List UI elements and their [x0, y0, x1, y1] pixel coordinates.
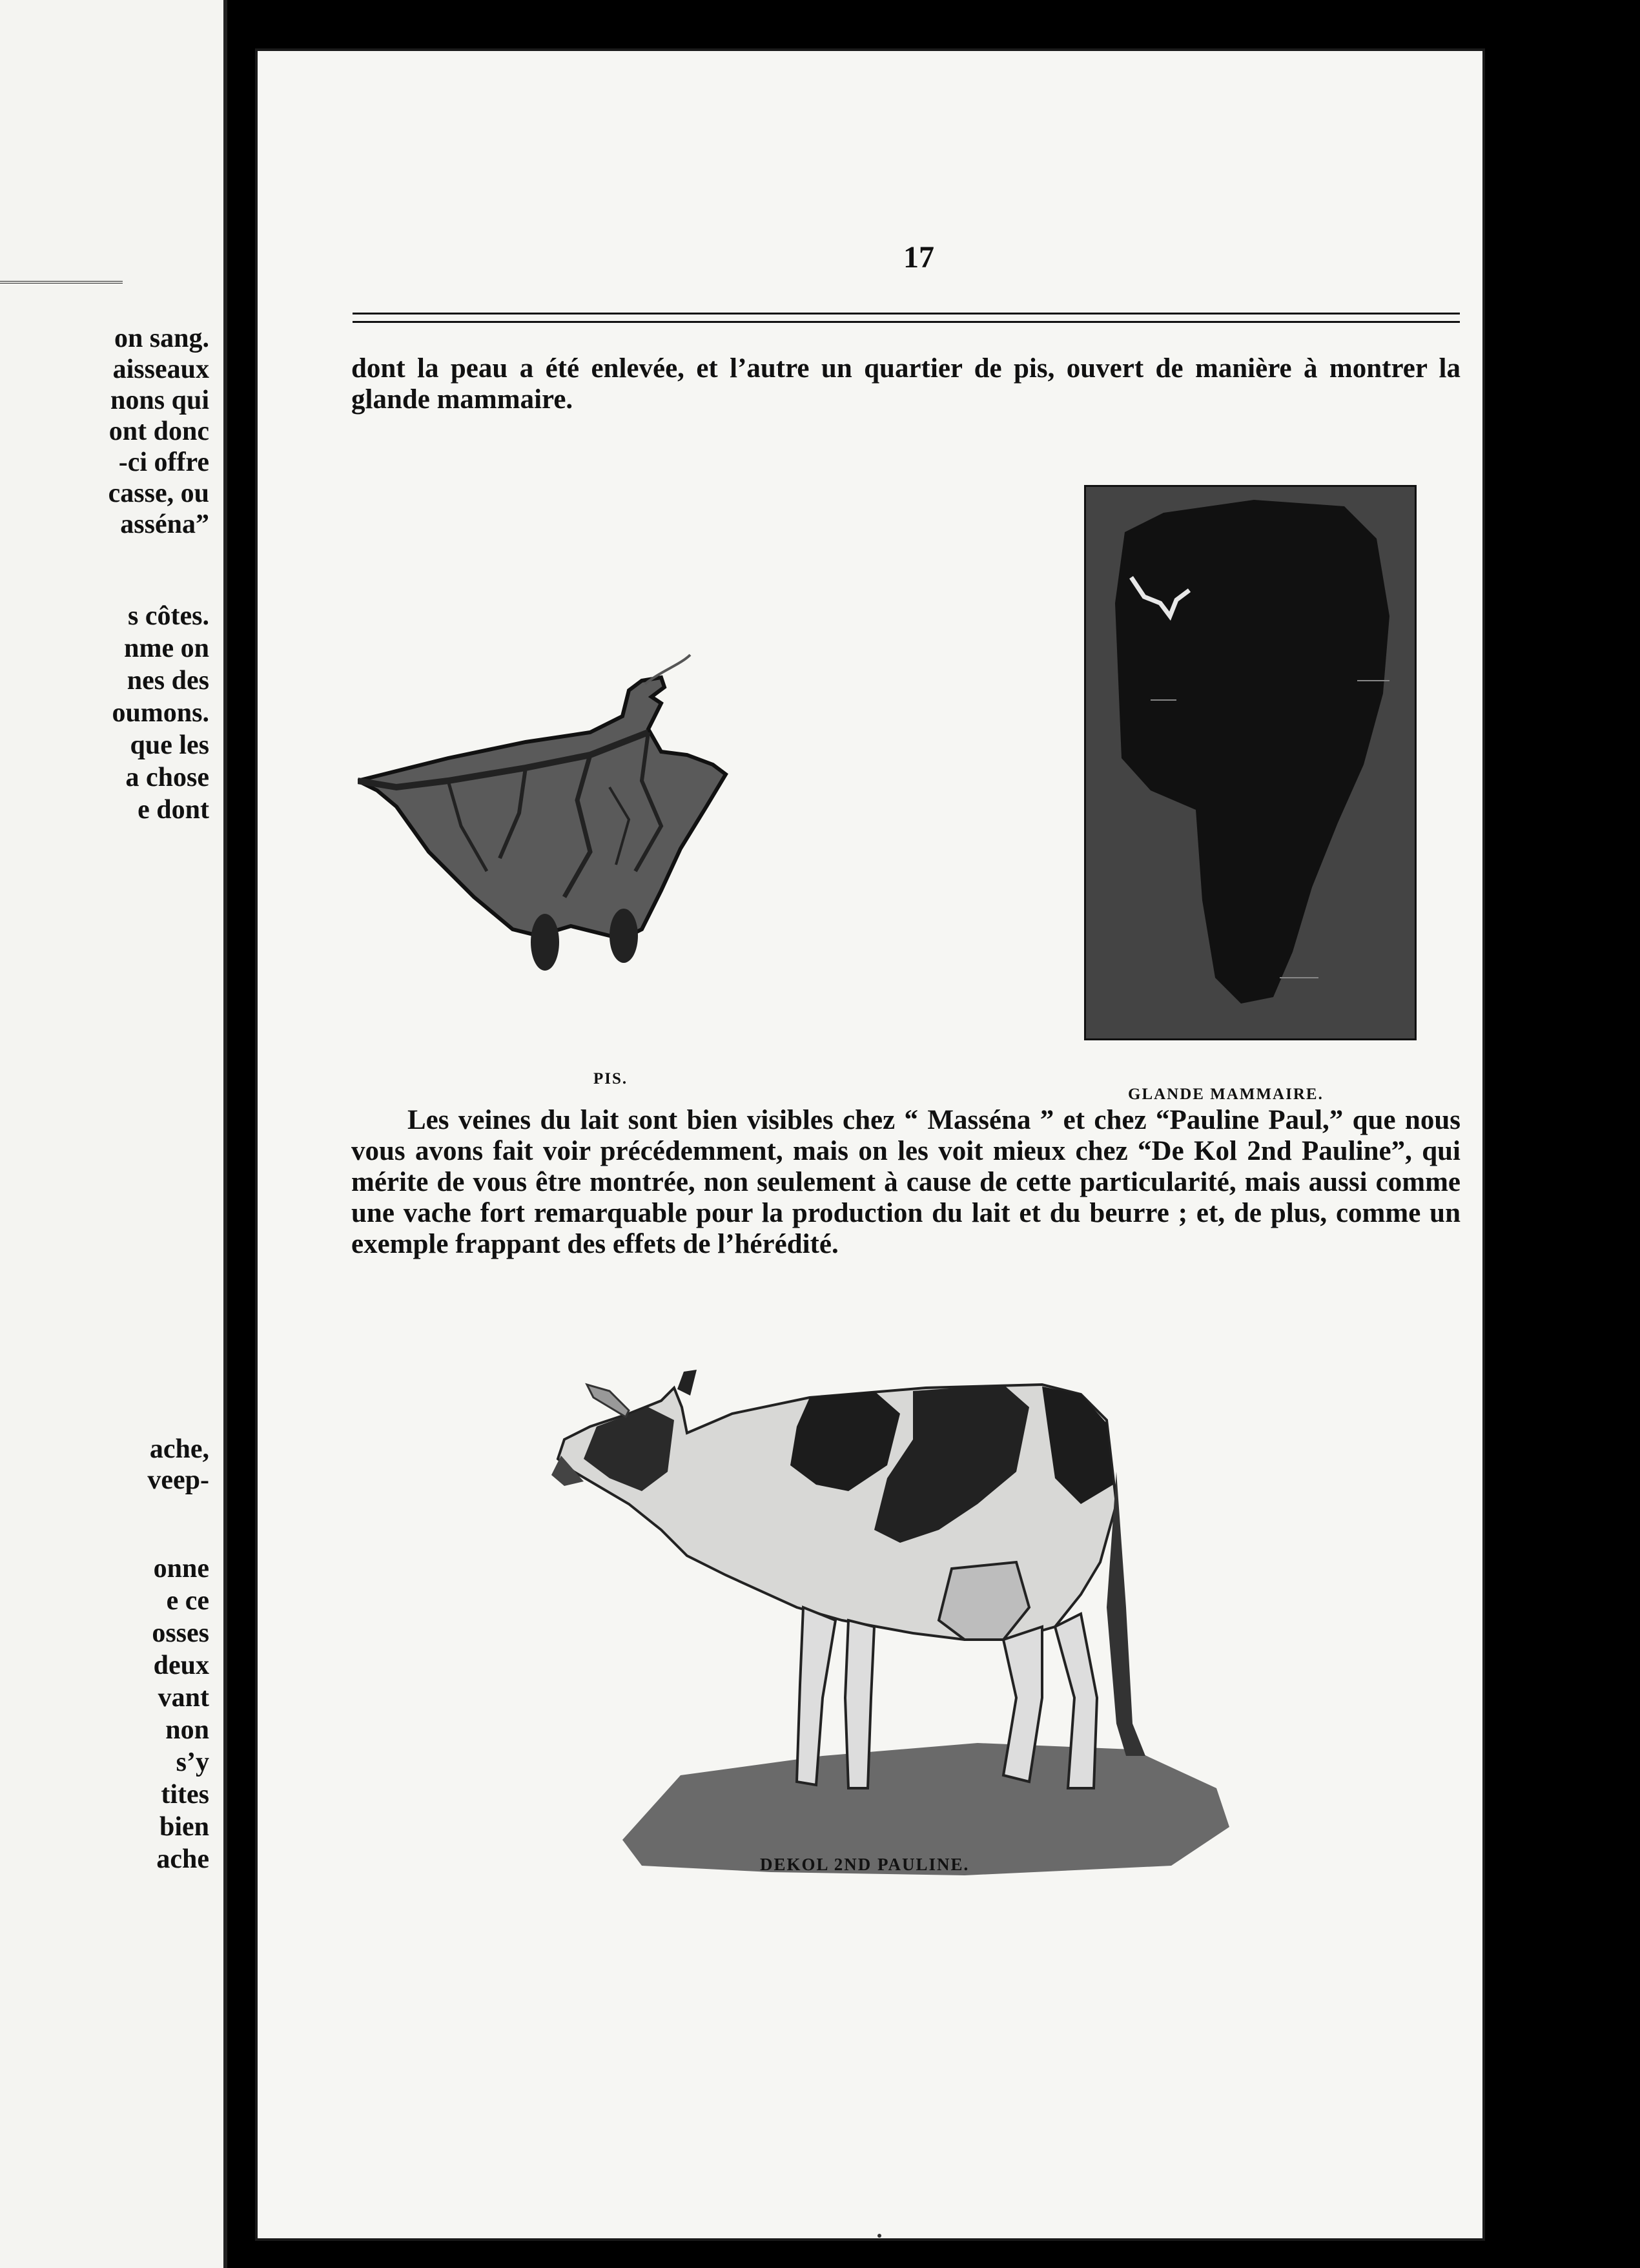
left-line: nons qui [110, 386, 209, 415]
left-line: s’y [176, 1747, 209, 1777]
left-line: aisseaux [112, 355, 209, 384]
left-line: e dont [138, 795, 209, 825]
left-line: osses [152, 1618, 209, 1648]
figure-caption-glande: GLANDE MAMMAIRE. [1128, 1086, 1324, 1103]
left-line: oumons. [112, 698, 209, 728]
left-line: bien [159, 1812, 209, 1842]
paragraph-main: Les veines du lait sont bien visibles chez “ Masséna ” et chez “Pauline Paul,” que nous vous avons fait voir précédemment, mais on les voit mieux chez “De Kol 2nd Pauline”, qui mérite de vous être montrée, non seulement à cause de cette particularité, mais aussi comme une vache fort remarquable pour la production du lait et du beurre ; et, de plus, comme un exemple frappant des effets de l’hérédité. [351, 1105, 1461, 1259]
left-line: ache, [149, 1434, 209, 1464]
left-page-rule [0, 281, 123, 284]
left-line: non [165, 1715, 209, 1745]
left-line: onne [153, 1554, 209, 1583]
left-line: s côtes. [128, 601, 209, 631]
left-line: casse, ou [108, 479, 209, 508]
left-line: on sang. [114, 324, 209, 353]
mammary-gland-drawing [1086, 487, 1415, 1038]
left-line: a chose [125, 763, 209, 792]
left-line: e ce [166, 1586, 209, 1616]
book-page [255, 48, 1485, 2241]
left-line: veep- [147, 1465, 209, 1495]
left-line: asséna” [120, 510, 209, 539]
printer-mark [877, 2234, 881, 2238]
left-line: tites [161, 1780, 209, 1809]
paragraph-continuation: dont la peau a été enlevée, et l’autre un quartier de pis, ouvert de manière à montrer la glande mammaire. [351, 353, 1461, 415]
left-line: nme on [124, 634, 209, 663]
left-line: deux [153, 1651, 209, 1680]
left-page-fragment [0, 0, 227, 2268]
left-line: ont donc [108, 417, 209, 446]
cow-illustration [513, 1336, 1255, 1885]
page-number: 17 [903, 240, 934, 274]
udder-illustration [358, 593, 797, 994]
left-line: ache [156, 1844, 209, 1874]
figure-caption-dekol: DEKOL 2ND PAULINE. [760, 1855, 970, 1874]
left-line: nes des [127, 666, 209, 696]
mammary-gland-illustration [1084, 485, 1417, 1040]
header-rule [353, 313, 1460, 323]
left-line: que les [130, 730, 209, 760]
left-line: -ci offre [118, 448, 209, 477]
figure-caption-pis: PIS. [593, 1070, 628, 1088]
left-line: vant [158, 1683, 209, 1713]
